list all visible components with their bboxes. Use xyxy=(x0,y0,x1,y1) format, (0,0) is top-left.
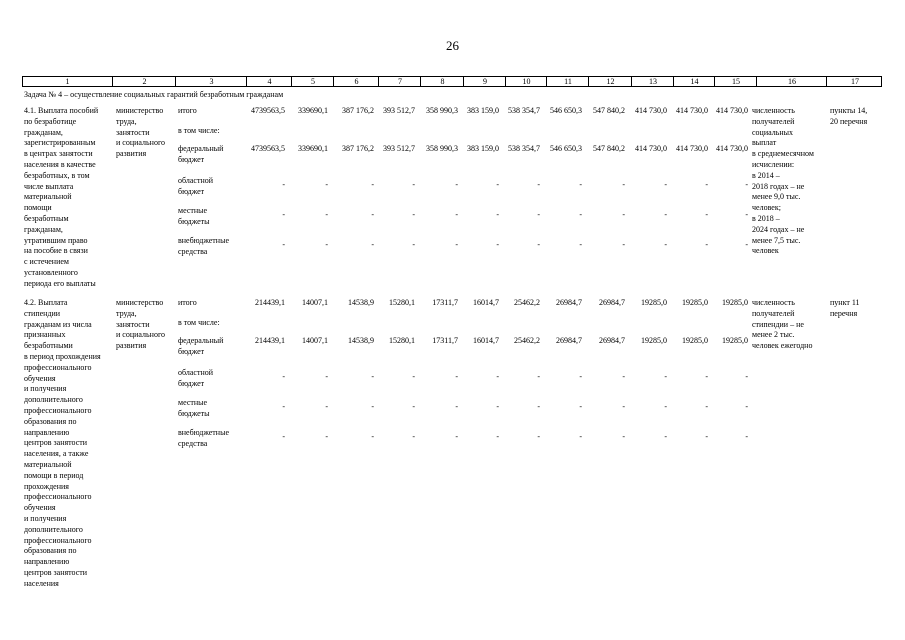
funding-value-col-4: - xyxy=(282,180,285,189)
funding-value-col-4: - xyxy=(282,432,285,441)
header-column-17: 17 xyxy=(826,77,883,86)
funding-value-col-5: 339690,1 xyxy=(298,106,328,115)
funding-value-col-4: - xyxy=(282,402,285,411)
funding-value-col-8: - xyxy=(455,372,458,381)
funding-value-col-9: - xyxy=(496,240,499,249)
funding-value-col-12: 547 840,2 xyxy=(593,144,625,153)
funding-value-col-12: - xyxy=(622,180,625,189)
funding-value-col-7: - xyxy=(412,210,415,219)
funding-value-col-9: 383 159,0 xyxy=(467,144,499,153)
funding-value-col-9: - xyxy=(496,372,499,381)
funding-source-label: в том числе: xyxy=(178,126,220,135)
funding-value-col-10: - xyxy=(537,432,540,441)
funding-value-col-10: - xyxy=(537,180,540,189)
funding-value-col-8: - xyxy=(455,402,458,411)
row-executor: министерство труда, занятости и социального развития xyxy=(116,106,166,159)
funding-value-col-11: 546 650,3 xyxy=(550,144,582,153)
funding-value-col-11: - xyxy=(579,180,582,189)
funding-value-col-5: 14007,1 xyxy=(302,336,328,345)
funding-value-col-9: - xyxy=(496,432,499,441)
funding-value-col-6: - xyxy=(371,240,374,249)
funding-value-col-12: - xyxy=(622,402,625,411)
funding-value-col-14: 414 730,0 xyxy=(676,144,708,153)
funding-value-col-8: - xyxy=(455,432,458,441)
funding-value-col-7: - xyxy=(412,372,415,381)
funding-value-col-10: - xyxy=(537,402,540,411)
funding-value-col-12: - xyxy=(622,432,625,441)
funding-source-label: областной бюджет xyxy=(178,368,214,388)
funding-source-label: местные бюджеты xyxy=(178,398,210,418)
funding-value-col-6: - xyxy=(371,402,374,411)
funding-value-col-4: 4739563,5 xyxy=(251,144,285,153)
funding-value-col-5: - xyxy=(325,372,328,381)
funding-value-col-7: 393 512,7 xyxy=(383,144,415,153)
header-column-11: 11 xyxy=(546,77,589,86)
row-indicator: численность получателей социальных выплат в среднемесячном исчислении: в 2014 – 2018 годах – не менее 9,0 тыс. человек; в 2018 – 2024 годах – не менее 7,5 тыс. человек xyxy=(752,106,814,256)
funding-value-col-11: - xyxy=(579,210,582,219)
funding-value-col-6: 387 176,2 xyxy=(342,144,374,153)
funding-value-col-11: 546 650,3 xyxy=(550,106,582,115)
funding-value-col-4: 214439,1 xyxy=(255,336,285,345)
funding-value-col-4: - xyxy=(282,240,285,249)
funding-value-col-6: 14538,9 xyxy=(348,298,374,307)
funding-value-col-5: - xyxy=(325,432,328,441)
header-column-15: 15 xyxy=(714,77,757,86)
row-indicator: численность получателей стипендии – не менее 2 тыс. человек ежегодно xyxy=(752,298,813,351)
funding-value-col-8: 17311,7 xyxy=(432,336,458,345)
funding-value-col-6: - xyxy=(371,180,374,189)
funding-value-col-9: 16014,7 xyxy=(473,298,499,307)
funding-value-col-8: 17311,7 xyxy=(432,298,458,307)
funding-value-col-10: - xyxy=(537,372,540,381)
funding-value-col-4: - xyxy=(282,372,285,381)
funding-value-col-6: 14538,9 xyxy=(348,336,374,345)
funding-value-col-13: 19285,0 xyxy=(641,298,667,307)
funding-value-col-10: 25462,2 xyxy=(514,298,540,307)
funding-value-col-10: 538 354,7 xyxy=(508,106,540,115)
funding-value-col-4: - xyxy=(282,210,285,219)
header-column-16: 16 xyxy=(756,77,827,86)
funding-value-col-14: 414 730,0 xyxy=(676,106,708,115)
funding-value-col-8: - xyxy=(455,180,458,189)
header-column-8: 8 xyxy=(420,77,464,86)
page-number: 26 xyxy=(446,38,459,53)
funding-value-col-13: - xyxy=(664,402,667,411)
task-title: Задача № 4 – осуществление социальных гарантий безработным гражданам xyxy=(24,90,284,99)
funding-value-col-7: 15280,1 xyxy=(389,298,415,307)
funding-source-label: федеральный бюджет xyxy=(178,144,224,164)
funding-value-col-15: - xyxy=(745,210,748,219)
funding-value-col-8: 358 990,3 xyxy=(426,144,458,153)
funding-value-col-14: - xyxy=(705,240,708,249)
funding-value-col-11: - xyxy=(579,372,582,381)
funding-value-col-15: 414 730,0 xyxy=(716,106,748,115)
funding-value-col-11: 26984,7 xyxy=(556,336,582,345)
funding-value-col-6: - xyxy=(371,372,374,381)
funding-value-col-14: - xyxy=(705,372,708,381)
funding-value-col-15: 19285,0 xyxy=(722,298,748,307)
funding-value-col-13: - xyxy=(664,180,667,189)
funding-value-col-6: - xyxy=(371,210,374,219)
funding-source-label: внебюджетные средства xyxy=(178,236,229,256)
funding-value-col-8: - xyxy=(455,240,458,249)
funding-value-col-12: 26984,7 xyxy=(599,298,625,307)
funding-value-col-5: - xyxy=(325,240,328,249)
funding-value-col-15: - xyxy=(745,372,748,381)
funding-value-col-11: 26984,7 xyxy=(556,298,582,307)
header-column-9: 9 xyxy=(463,77,506,86)
funding-value-col-12: - xyxy=(622,372,625,381)
funding-value-col-5: - xyxy=(325,180,328,189)
funding-value-col-12: - xyxy=(622,240,625,249)
funding-value-col-7: - xyxy=(412,240,415,249)
funding-value-col-12: - xyxy=(622,210,625,219)
funding-value-col-15: 414 730,0 xyxy=(716,144,748,153)
funding-value-col-15: 19285,0 xyxy=(722,336,748,345)
funding-value-col-15: - xyxy=(745,240,748,249)
funding-value-col-7: - xyxy=(412,180,415,189)
header-column-6: 6 xyxy=(333,77,379,86)
header-column-2: 2 xyxy=(112,77,176,86)
funding-value-col-5: 14007,1 xyxy=(302,298,328,307)
funding-value-col-13: - xyxy=(664,372,667,381)
funding-value-col-13: - xyxy=(664,432,667,441)
header-column-3: 3 xyxy=(175,77,247,86)
funding-value-col-10: 25462,2 xyxy=(514,336,540,345)
funding-value-col-9: - xyxy=(496,402,499,411)
funding-value-col-5: - xyxy=(325,402,328,411)
funding-value-col-14: - xyxy=(705,432,708,441)
funding-value-col-7: 15280,1 xyxy=(389,336,415,345)
funding-value-col-14: - xyxy=(705,210,708,219)
funding-source-label: местные бюджеты xyxy=(178,206,210,226)
funding-value-col-6: - xyxy=(371,432,374,441)
table-header-row xyxy=(22,76,882,87)
funding-source-label: итого xyxy=(178,298,197,307)
funding-value-col-6: 387 176,2 xyxy=(342,106,374,115)
header-column-14: 14 xyxy=(673,77,715,86)
funding-value-col-15: - xyxy=(745,432,748,441)
funding-value-col-11: - xyxy=(579,432,582,441)
funding-value-col-15: - xyxy=(745,402,748,411)
funding-value-col-10: - xyxy=(537,240,540,249)
funding-value-col-9: - xyxy=(496,180,499,189)
funding-source-label: областной бюджет xyxy=(178,176,214,196)
funding-value-col-9: 383 159,0 xyxy=(467,106,499,115)
header-column-10: 10 xyxy=(505,77,547,86)
funding-value-col-11: - xyxy=(579,240,582,249)
funding-value-col-9: - xyxy=(496,210,499,219)
funding-value-col-14: - xyxy=(705,402,708,411)
funding-value-col-5: 339690,1 xyxy=(298,144,328,153)
header-column-13: 13 xyxy=(631,77,674,86)
funding-value-col-10: - xyxy=(537,210,540,219)
header-column-7: 7 xyxy=(378,77,421,86)
funding-source-label: в том числе: xyxy=(178,318,220,327)
funding-value-col-7: - xyxy=(412,402,415,411)
header-column-5: 5 xyxy=(291,77,334,86)
funding-value-col-13: 414 730,0 xyxy=(635,144,667,153)
funding-value-col-4: 214439,1 xyxy=(255,298,285,307)
row-reference: пункты 14, 20 перечня xyxy=(830,106,868,126)
funding-value-col-5: - xyxy=(325,210,328,219)
funding-value-col-7: 393 512,7 xyxy=(383,106,415,115)
funding-value-col-12: 547 840,2 xyxy=(593,106,625,115)
funding-source-label: итого xyxy=(178,106,197,115)
funding-value-col-13: - xyxy=(664,240,667,249)
funding-source-label: федеральный бюджет xyxy=(178,336,224,356)
funding-value-col-8: - xyxy=(455,210,458,219)
funding-value-col-11: - xyxy=(579,402,582,411)
funding-value-col-14: 19285,0 xyxy=(682,298,708,307)
funding-value-col-12: 26984,7 xyxy=(599,336,625,345)
funding-value-col-13: 19285,0 xyxy=(641,336,667,345)
row-title: 4.2. Выплата стипендии гражданам из числа признанных безработными в период прохождения профессионального обучения и получения дополнительного профессионального образования по направлению центров занятости населения, а также материальной помощи в период прохождения профессионального обучения и получения дополнительного профессионального образования по направлению центров занятости населения xyxy=(24,298,101,588)
header-column-4: 4 xyxy=(246,77,292,86)
funding-value-col-10: 538 354,7 xyxy=(508,144,540,153)
funding-source-label: внебюджетные средства xyxy=(178,428,229,448)
header-column-1: 1 xyxy=(65,77,70,86)
row-executor: министерство труда, занятости и социального развития xyxy=(116,298,166,351)
funding-value-col-14: 19285,0 xyxy=(682,336,708,345)
funding-value-col-15: - xyxy=(745,180,748,189)
funding-value-col-4: 4739563,5 xyxy=(251,106,285,115)
header-column-12: 12 xyxy=(588,77,632,86)
funding-value-col-7: - xyxy=(412,432,415,441)
funding-value-col-13: 414 730,0 xyxy=(635,106,667,115)
row-title: 4.1. Выплата пособий по безработице гражданам, зарегистрированным в центрах занятости населения в качестве безработных, в том числе выплата материальной помощи безработным гражданам, утратившим право на пособие в связи с истечением установленного периода его выплаты xyxy=(24,106,99,288)
row-reference: пункт 11 перечня xyxy=(830,298,860,318)
funding-value-col-9: 16014,7 xyxy=(473,336,499,345)
funding-value-col-13: - xyxy=(664,210,667,219)
funding-value-col-14: - xyxy=(705,180,708,189)
funding-value-col-8: 358 990,3 xyxy=(426,106,458,115)
